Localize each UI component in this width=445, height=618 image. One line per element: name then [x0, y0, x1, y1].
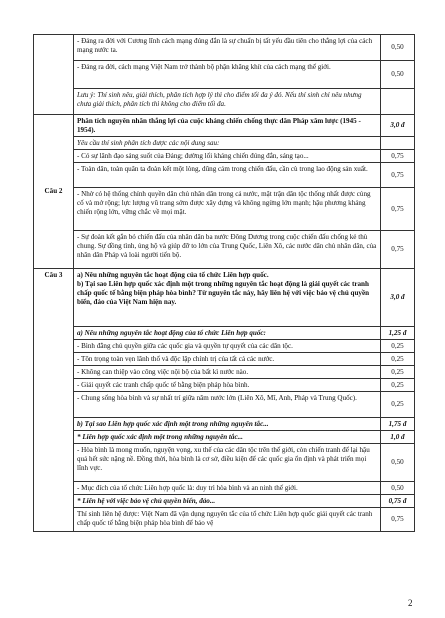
table-row — [34, 392, 415, 418]
score-cell: 0,75 — [381, 231, 415, 269]
question-label: Câu 3 — [34, 269, 74, 532]
table-row — [34, 379, 415, 392]
table-row — [34, 61, 415, 89]
score-cell: 0,75 — [381, 163, 415, 188]
criterion-text: - Tôn trọng toàn vẹn lãnh thổ và độc lập chính trị của tất cả các nước. — [74, 353, 381, 366]
criterion-text: - Có sự lãnh đạo sáng suốt của Đảng; đường lối kháng chiến đúng đắn, sáng tạo... — [74, 150, 381, 163]
table-row — [34, 495, 415, 508]
score-cell: 0,50 — [381, 482, 415, 495]
score-cell: 0,50 — [381, 444, 415, 482]
criterion-text: - Không can thiệp vào công việc nội bộ của bất kì nước nào. — [74, 366, 381, 379]
table-row — [34, 418, 415, 431]
criterion-text: - Đảng ra đời với Cương lĩnh cách mạng đúng đắn là sự chuẩn bị tất yếu đầu tiên cho thắng lợi của cách mạng nước ta. — [74, 35, 381, 61]
section-heading: b) Tại sao Liên hợp quốc xác định một trong những nguyên tắc... — [74, 418, 381, 431]
table-row — [34, 188, 415, 231]
section-heading: a) Nêu những nguyên tắc hoạt động của tổ chức Liên hợp quốc: — [74, 327, 381, 340]
section-heading: * Liên hợp quốc xác định một trong những nguyên tắc... — [74, 431, 381, 444]
score-cell: 0,75 — [381, 150, 415, 163]
table-row — [34, 89, 415, 115]
section-score: 1,75 đ — [381, 418, 415, 431]
table-row — [34, 431, 415, 444]
section-score: 1,0 đ — [381, 431, 415, 444]
criterion-text: - Bình đẳng chủ quyền giữa các quốc gia và quyền tự quyết của các dân tộc. — [74, 340, 381, 353]
table-row — [34, 150, 415, 163]
criterion-text: - Giải quyết các tranh chấp quốc tế bằng biện pháp hòa bình. — [74, 379, 381, 392]
score-cell — [381, 137, 415, 150]
table-row — [34, 444, 415, 482]
criterion-text: - Mục đích của tổ chức Liên hợp quốc là: duy trì hòa bình và an ninh thế giới. — [74, 482, 381, 495]
question-title: Phân tích nguyên nhân thắng lợi của cuộc kháng chiến chống thực dân Pháp xâm lược (1945 - 1954). — [74, 115, 381, 137]
question-title: a) Nêu những nguyên tắc hoạt động của tổ chức Liên hợp quốc. b) Tại sao Liên hợp quốc xác định một trong những nguyên tắc hoạt động là giải quyết các tranh chấp quốc tế bằng biện pháp hòa bình? Từ nguyên tắc này, hãy liên hệ với việc bảo vệ chủ quyền biển, đảo của Việt Nam hiện nay. — [74, 269, 381, 327]
criterion-text: - Đảng ra đời, cách mạng Việt Nam trở thành bộ phận khăng khít của cách mạng thế giới. — [74, 61, 381, 89]
score-cell: 0,25 — [381, 379, 415, 392]
score-cell: 0,75 — [381, 508, 415, 532]
criterion-text: - Sự đoàn kết gắn bó chiến đấu của nhân dân ba nước Đông Dương trong cuộc chiến đấu chống kẻ thù chung. Sự đồng tình, ủng hộ và giúp đỡ to lớn của Trung Quốc, Liên Xô, các nước dân chủ nhân dân, của nhân dân Pháp và loài người tiến bộ. — [74, 231, 381, 269]
question-label: Câu 2 — [34, 115, 74, 269]
score-cell: 0,75 — [381, 188, 415, 231]
table-row — [34, 327, 415, 340]
criterion-text: - Nhờ có hệ thống chính quyền dân chủ nhân dân trong cả nước, mặt trận dân tộc thống nhất được củng cố và mở rộng; lực lượng vũ trang sớm được xây dựng và không ngừng lớn mạnh; hậu phương kháng chiến rộng lớn, vững chắc về mọi mặt. — [74, 188, 381, 231]
table-row — [34, 366, 415, 379]
section-heading: * Liên hệ với việc bảo vệ chủ quyền biển, đảo... — [74, 495, 381, 508]
table-row — [34, 137, 415, 150]
table-row — [34, 35, 415, 61]
score-cell: 0,50 — [381, 61, 415, 89]
intro-text: Yêu cầu thí sinh phân tích được các nội dung sau: — [74, 137, 381, 150]
table-row — [34, 482, 415, 495]
table-row — [34, 115, 415, 137]
criterion-text: Thí sinh liên hệ được: Việt Nam đã vận dụng nguyên tắc của tổ chức Liên hợp quốc giải quyết các tranh chấp quốc tế bằng biện pháp hòa bình để bảo vệ — [74, 508, 381, 532]
criterion-text: - Toàn dân, toàn quân ta đoàn kết một lòng, dũng cảm trong chiến đấu, cần cù trong lao động sản xuất. — [74, 163, 381, 188]
table-row — [34, 340, 415, 353]
total-score: 3,0 đ — [381, 115, 415, 137]
table-row — [34, 508, 415, 532]
page-number: 2 — [408, 598, 413, 608]
criterion-text: - Hòa bình là mong muốn, nguyện vọng, xu thế của các dân tộc trên thế giới, còn chiến tranh để lại hậu quả hết sức nặng nề. Đồng thời, hòa bình là cơ sở, điều kiện để các quốc gia ổn định và phát triển mọi lĩnh vực. — [74, 444, 381, 482]
question-cell — [34, 35, 74, 115]
table-row — [34, 231, 415, 269]
criterion-text: - Chung sống hòa bình và sự nhất trí giữa năm nước lớn (Liên Xô, Mĩ, Anh, Pháp và Trung Quốc). — [74, 392, 381, 418]
total-score: 3,0 đ — [381, 269, 415, 327]
note-text: Lưu ý: Thí sinh nêu, giải thích, phân tích hợp lý thì cho điểm tối đa ý đó. Nếu thí sinh chỉ nêu nhưng chưa giải thích, phân tích thì không cho điểm tối đa. — [74, 89, 381, 115]
section-score: 1,25 đ — [381, 327, 415, 340]
score-cell: 0,25 — [381, 353, 415, 366]
score-cell: 0,25 — [381, 392, 415, 418]
table-row — [34, 163, 415, 188]
table-row — [34, 269, 415, 327]
score-cell — [381, 89, 415, 115]
score-cell: 0,25 — [381, 340, 415, 353]
score-cell: 0,25 — [381, 366, 415, 379]
answer-table — [33, 34, 415, 532]
table-row — [34, 353, 415, 366]
score-cell: 0,50 — [381, 35, 415, 61]
section-score: 0,75 đ — [381, 495, 415, 508]
